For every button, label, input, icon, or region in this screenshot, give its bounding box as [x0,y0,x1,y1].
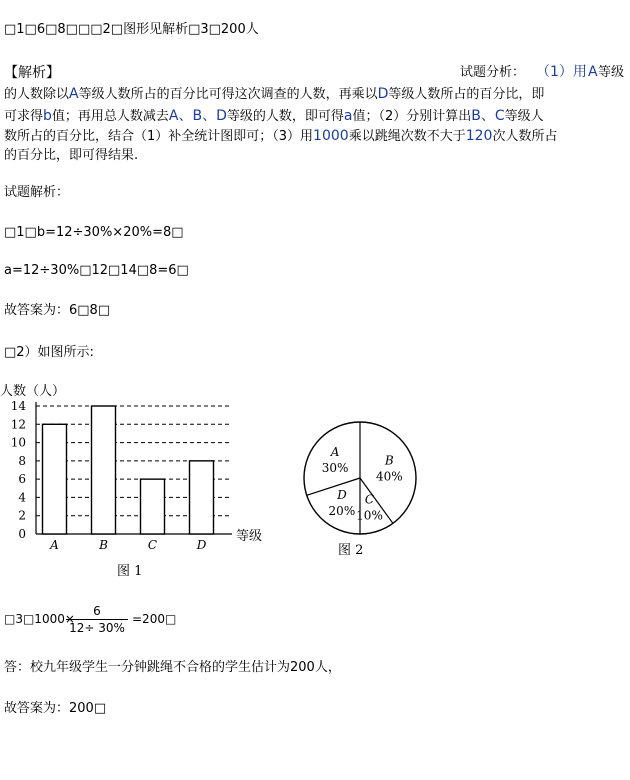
text-span: D [377,86,389,102]
bar [141,479,165,534]
y-axis-label: 人数（人） [0,384,66,399]
pie-slice-percent: 20% [328,503,356,518]
x-axis-label: 等级 [236,529,263,544]
pie-slice-label: A [330,444,340,459]
analysis-line5: 的百分比，即可得结果. [4,148,139,163]
text-span: 等级人数所占的百分比，即 [388,87,545,102]
text-span: 值；（2）分别计算出 [352,109,472,124]
pie-chart [296,418,436,568]
text-span: a [343,108,353,124]
x-tick-label: D [196,538,207,552]
step1-a: a=12÷30%□12□14□8=6□ [4,263,189,278]
text-span: A [69,86,79,102]
answer3: 故答案为：200□ [4,701,107,716]
pie-slice-label: D [337,487,347,502]
bar-marks [43,406,214,534]
y-tick-label: 14 [10,399,26,413]
text-span: A、B、D [168,108,227,124]
text-span: 值；再用总人数减去 [51,109,169,124]
x-tick-labels [49,538,207,552]
y-tick-label: 6 [18,472,26,487]
y-tick-label: 4 [18,490,26,505]
bar [43,424,67,534]
step3-suffix: =200□ [132,612,177,626]
step3-fraction [66,604,128,635]
pie-chart-caption: 图 2 [338,543,364,558]
fraction-denominator: 12÷ 30% [69,621,125,635]
text-span: 答：校九年级学生一分钟跳绳不合格的学生估计为 [4,660,291,675]
conclusion [4,656,341,680]
y-tick-label: 10 [10,435,26,450]
y-tick-label: 12 [10,417,26,432]
y-tick-label: 2 [18,508,26,523]
text-span: 乘以跳绳次数不大于 [348,129,466,144]
y-tick-labels [11,399,27,541]
pie-slice-percent: 30% [321,460,349,475]
text-span: B、C [471,108,505,124]
y-tick-label: 8 [18,453,26,468]
step2: □2）如图所示: [4,345,94,360]
analysis-tag: 【解析】 [4,65,60,81]
step1-b: □1□b=12÷30%×20%=8□ [4,225,184,240]
pie-slice-percent: 40% [375,469,403,484]
fraction-bar [66,619,128,620]
x-tick-label: C [147,538,158,552]
text-span: 1000 [313,128,349,144]
bar [190,461,214,534]
text-span: b [43,108,52,124]
bar-chart-caption: 图 1 [117,564,143,579]
bar [92,406,116,534]
pie-slice-label: C [364,492,375,507]
x-tick-label: B [99,538,108,552]
text-span: 次人数所占 [492,129,558,144]
answer1: 故答案为：6□8□ [4,303,111,318]
text-span: 的人数除以 [4,87,70,102]
text-span: 数所占的百分比，结合（1）补全统计图即可；（3）用 [4,129,314,144]
text-span: 人， [314,660,341,675]
text-span: 等级人数所占的百分比可得这次调查的人数，再乘以 [78,87,378,102]
x-tick-label: A [50,538,59,552]
bar-chart [0,378,290,584]
fraction-numerator: 6 [93,604,101,618]
solution-label: 试题解析： [4,185,70,200]
pie-slice-percent: 10% [356,508,383,523]
step3-prefix: □3□1000× [4,612,75,626]
text-span: 等级人 [504,109,544,124]
analysis-line1-pre: （1）用 [536,64,587,80]
analysis-line1-post: 等级 [598,65,625,80]
text-span: 200 [290,660,315,675]
text-span: 120 [465,128,493,144]
pie-slice-label: B [384,453,394,468]
text-span: 可求得 [4,109,44,124]
analysis-label: 试题分析： [460,65,526,80]
text-span: 等级的人数，即可得 [226,109,344,124]
answer-header: □1□6□8□□□2□图形见解析□3□200人 [4,22,259,37]
analysis-line1-a: A [588,64,598,80]
y-tick-label: 0 [18,527,26,541]
